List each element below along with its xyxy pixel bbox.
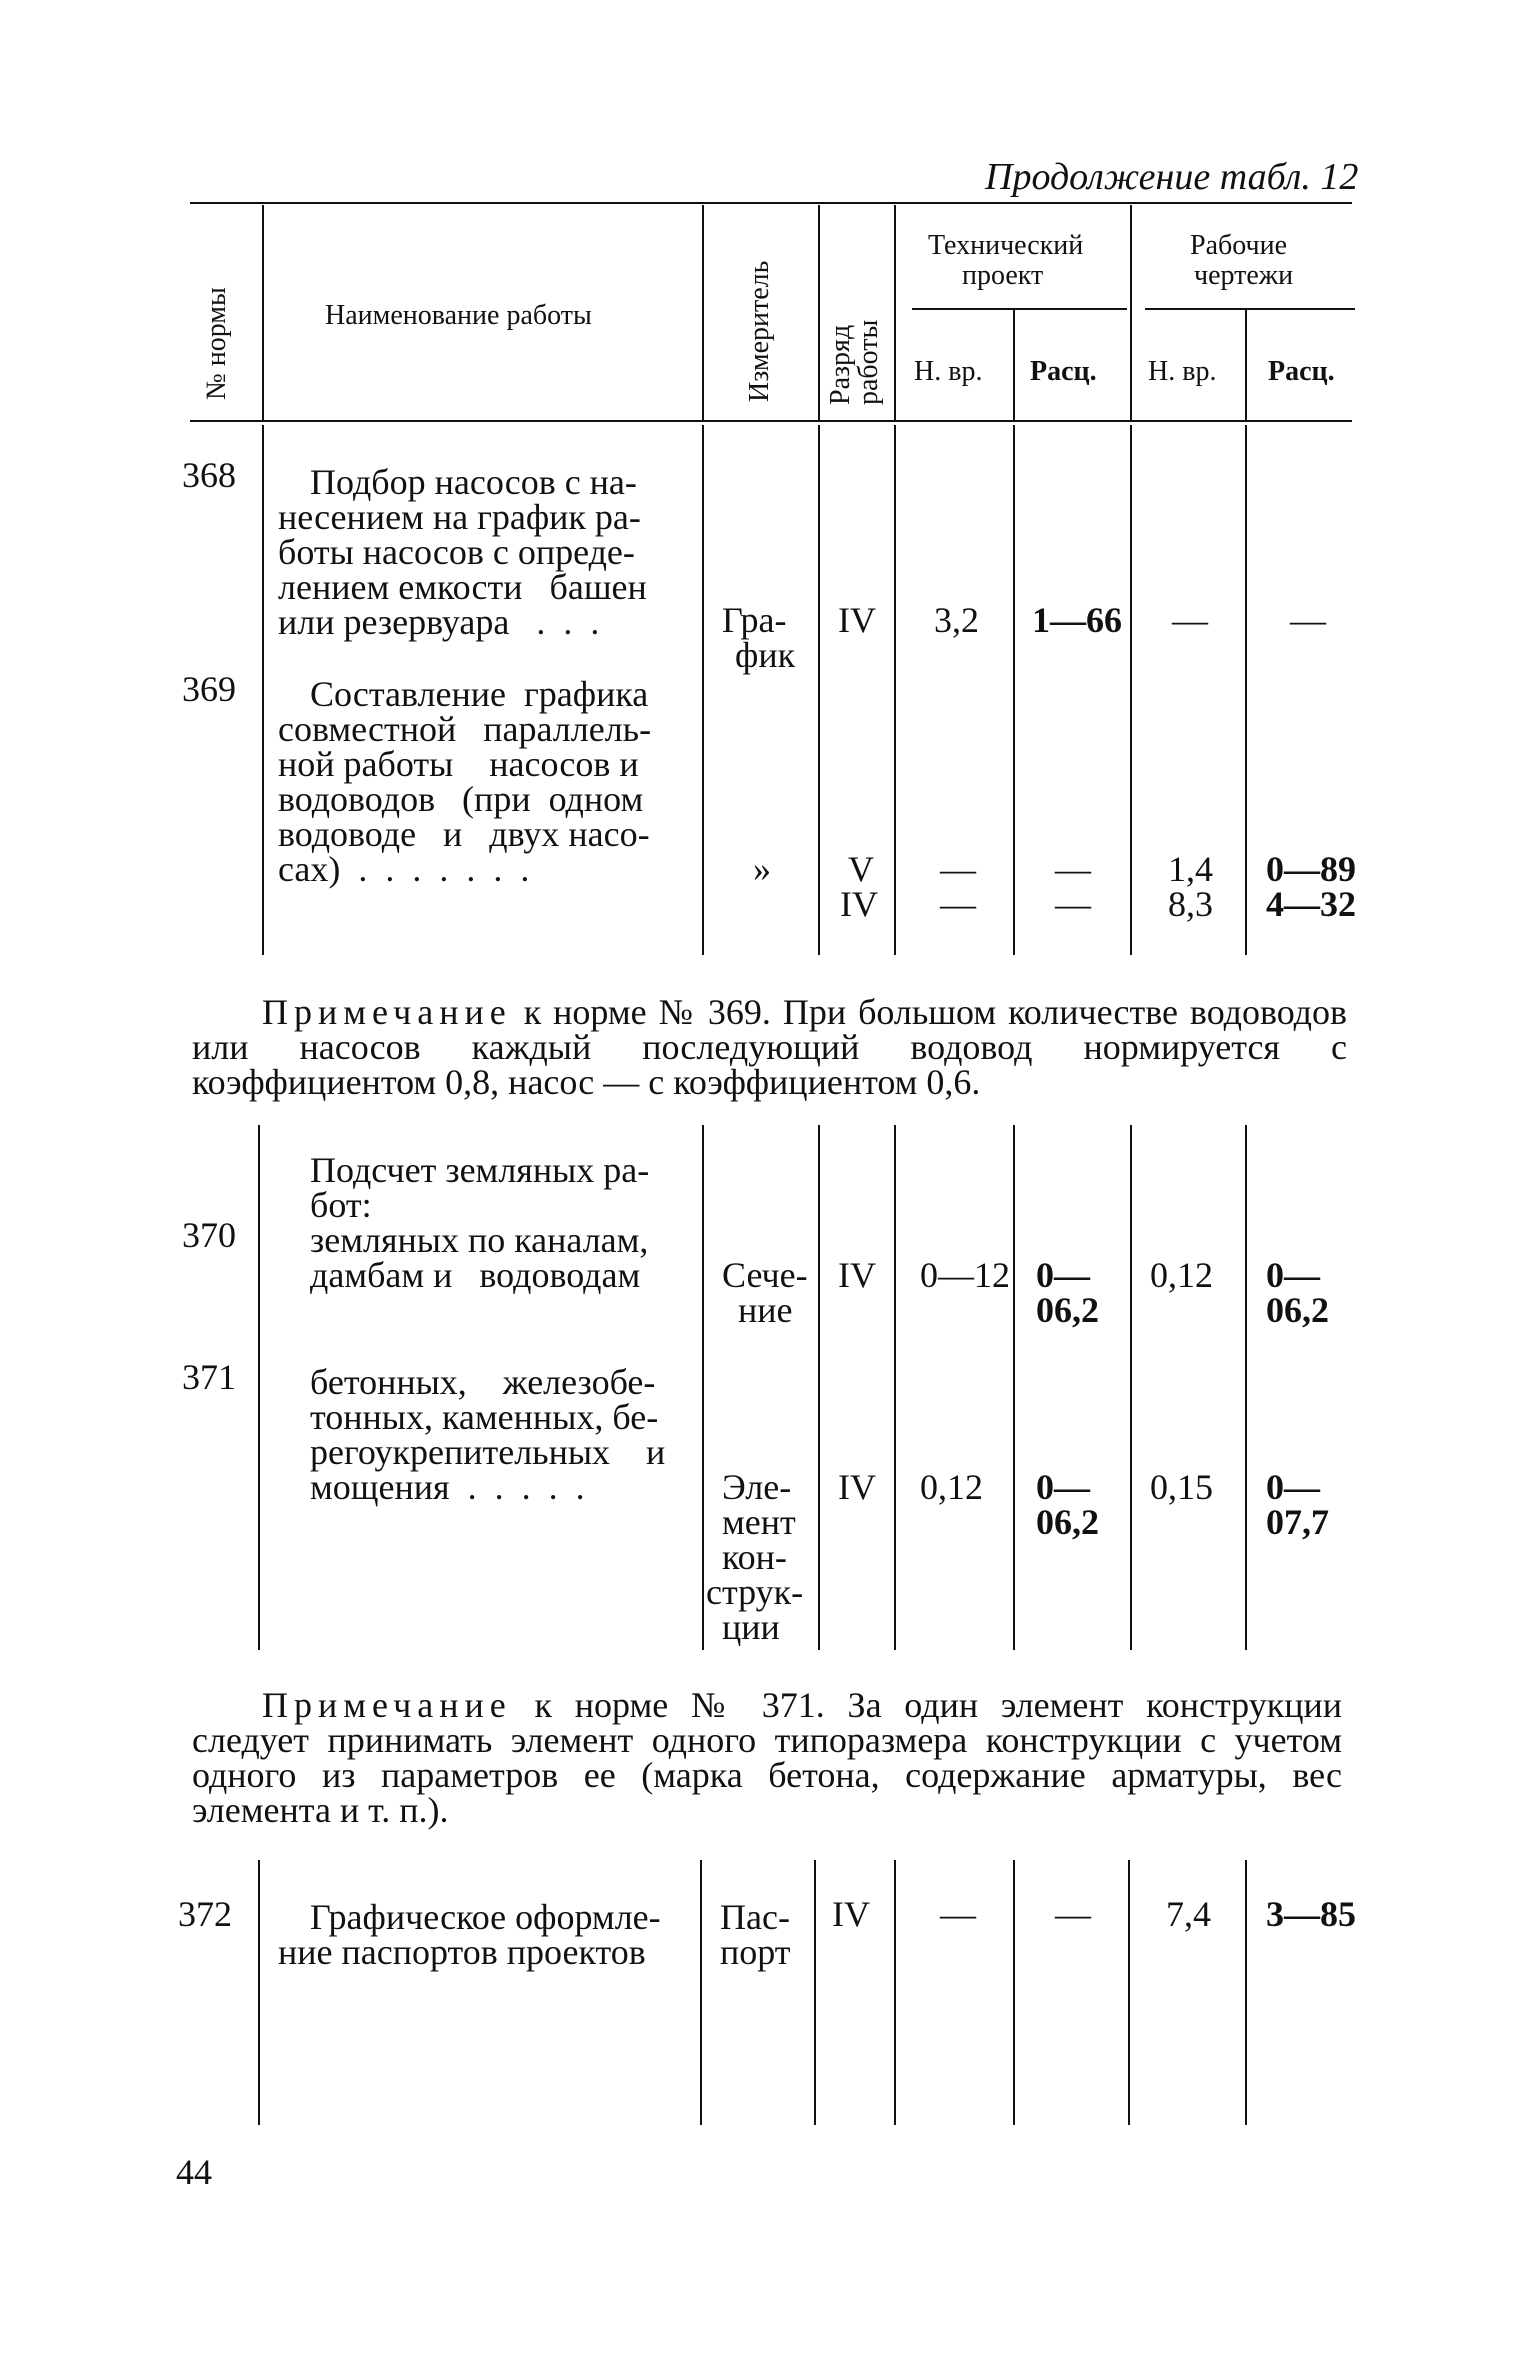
work-name-371-line4: мощения . . . . . — [310, 1467, 585, 1507]
header-work-rasc: Расц. — [1268, 356, 1335, 387]
work-name-369-line: водоводов (при одном — [278, 779, 644, 819]
block1-vline-2 — [702, 425, 704, 955]
block2-vline-4 — [894, 1125, 896, 1650]
work-nvr-372: 7,4 — [1166, 1894, 1211, 1934]
block2-vline-1 — [258, 1125, 260, 1650]
note-371 — [192, 1685, 1342, 1830]
meter-370-line1: Сече- — [722, 1255, 808, 1295]
work-nvr-368: — — [1172, 600, 1208, 640]
work-nvr-370: 0,12 — [1150, 1255, 1213, 1295]
header-top-rule — [190, 202, 1352, 204]
meter-370-line2: ние — [738, 1290, 793, 1330]
header-vline-2 — [702, 205, 704, 420]
header-tech-nvr: Н. вр. — [914, 356, 983, 387]
tech-rasc-372: — — [1055, 1894, 1091, 1934]
work-rasc-371-line2: 07,7 — [1266, 1502, 1329, 1542]
tech-rasc-370-line1: 0— — [1036, 1255, 1090, 1295]
block3-vline-3 — [814, 1860, 816, 2125]
work-name-368-line: лением емкости башен — [278, 567, 647, 607]
block3-vline-5 — [1013, 1860, 1015, 2125]
grade-369-a: V — [848, 849, 874, 889]
work-name-368-line: или резервуара . . . — [278, 602, 600, 642]
grade-369-b: IV — [840, 884, 878, 924]
meter-371-line1: Эле- — [722, 1467, 792, 1507]
block2-vline-7 — [1245, 1125, 1247, 1650]
block2-vline-3 — [818, 1125, 820, 1650]
work-nvr-369-b: 8,3 — [1168, 884, 1213, 924]
page-number: 44 — [176, 2152, 212, 2192]
meter-368-line1: Гра- — [722, 600, 787, 640]
block1-vline-7 — [1245, 425, 1247, 955]
work-nvr-369-a: 1,4 — [1168, 849, 1213, 889]
work-rasc-369-a: 0—89 — [1266, 849, 1356, 889]
work-title-370-371-line2: бот: — [310, 1185, 372, 1225]
work-rasc-372: 3—85 — [1266, 1894, 1356, 1934]
grade-368: IV — [838, 600, 876, 640]
work-name-369-line: Составление графика — [310, 674, 649, 714]
header-work-line1: Рабочие — [1190, 230, 1288, 261]
work-rasc-371-line1: 0— — [1266, 1467, 1320, 1507]
block1-vline-6 — [1130, 425, 1132, 955]
tech-nvr-371: 0,12 — [920, 1467, 983, 1507]
work-name-369-line: водоводе и двух насо- — [278, 814, 650, 854]
block2-vline-2 — [702, 1125, 704, 1650]
header-grade-line2: работы — [853, 319, 884, 405]
block1-vline-4 — [894, 425, 896, 955]
work-name-368-line: боты насосов с опреде- — [278, 532, 635, 572]
header-vline-4 — [894, 205, 896, 420]
header-tech-rasc: Расц. — [1030, 356, 1097, 387]
meter-372-line2: порт — [720, 1932, 791, 1972]
tech-subheader-rule — [912, 308, 1127, 310]
header-vline-7 — [1245, 310, 1247, 420]
work-name-369-line: ной работы насосов и — [278, 744, 639, 784]
block2-vline-6 — [1130, 1125, 1132, 1650]
header-meter: Измеритель — [744, 260, 775, 402]
tech-nvr-370: 0—12 — [920, 1255, 1010, 1295]
note-369-lead: Примечание — [262, 992, 512, 1032]
grade-370: IV — [838, 1255, 876, 1295]
block3-vline-4 — [894, 1860, 896, 2125]
tech-nvr-368: 3,2 — [934, 600, 979, 640]
block3-vline-2 — [700, 1860, 702, 2125]
block3-vline-1 — [258, 1860, 260, 2125]
norm-number-370: 370 — [182, 1215, 236, 1255]
tech-rasc-371-line1: 0— — [1036, 1467, 1090, 1507]
meter-372-line1: Пас- — [720, 1897, 790, 1937]
work-name-369-line: сах) . . . . . . . — [278, 849, 530, 889]
norm-number-372: 372 — [178, 1894, 232, 1934]
header-tech-line2: проект — [962, 260, 1044, 291]
note-369-text: к норме № 369. При большом количестве водоводов или насосов каждый последующий водовод нормируется с коэффициентом 0,8, насос — с коэффициентом 0,6. — [192, 992, 1347, 1102]
tech-rasc-368: 1—66 — [1032, 600, 1122, 640]
work-title-370-371-line1: Подсчет земляных ра- — [310, 1150, 650, 1190]
block1-vline-1 — [262, 425, 264, 955]
work-rasc-369-b: 4—32 — [1266, 884, 1356, 924]
tech-rasc-369-a: — — [1055, 849, 1091, 889]
meter-371-line5: ции — [722, 1607, 780, 1647]
work-subheader-rule — [1145, 308, 1355, 310]
header-work-line2: чертежи — [1194, 260, 1294, 291]
work-name-371-line2: тонных, каменных, бе- — [310, 1397, 659, 1437]
tech-nvr-369-b: — — [940, 884, 976, 924]
work-name-372-line2: ние паспортов проектов — [278, 1932, 646, 1972]
work-name-371-line3: регоукрепительных и — [310, 1432, 666, 1472]
header-norm-number: № нормы — [201, 287, 232, 400]
header-bottom-rule — [190, 420, 1352, 422]
meter-368-line2: фик — [735, 635, 796, 675]
header-vline-1 — [262, 205, 264, 420]
header-grade-line1: Разряд — [825, 324, 856, 405]
block3-vline-6 — [1128, 1860, 1130, 2125]
work-name-370-line1: земляных по каналам, — [310, 1220, 649, 1260]
header-work-name: Наименование работы — [325, 300, 592, 331]
block3-vline-7 — [1245, 1860, 1247, 2125]
tech-rasc-371-line2: 06,2 — [1036, 1502, 1099, 1542]
grade-371: IV — [838, 1467, 876, 1507]
meter-369: » — [753, 849, 771, 889]
norm-number-368: 368 — [182, 455, 236, 495]
note-369 — [192, 992, 1347, 1102]
work-name-371-line1: бетонных, железобе- — [310, 1362, 656, 1402]
note-371-lead: Примечание — [262, 1685, 512, 1725]
meter-371-line2: мент — [722, 1502, 796, 1542]
tech-nvr-369-a: — — [940, 849, 976, 889]
work-rasc-370-line1: 0— — [1266, 1255, 1320, 1295]
work-name-369-line: совместной параллель- — [278, 709, 652, 749]
note-371-text: к норме № 371. За один элемент конструкции следует принимать элемент одного типоразмера конструкции с учетом одного из параметров ее (марка бетона, содержание арматуры, вес элемента и т. п.). — [192, 1685, 1342, 1830]
header-vline-6 — [1130, 205, 1132, 420]
block2-vline-5 — [1013, 1125, 1015, 1650]
meter-371-line3: кон- — [722, 1537, 787, 1577]
header-work-nvr: Н. вр. — [1148, 356, 1217, 387]
work-name-368-line: Подбор насосов с на- — [310, 462, 637, 502]
norm-number-371: 371 — [182, 1357, 236, 1397]
block1-vline-5 — [1013, 425, 1015, 955]
header-vline-5 — [1013, 310, 1015, 420]
norm-number-369: 369 — [182, 669, 236, 709]
table-continuation-caption: Продолжение табл. 12 — [985, 156, 1359, 198]
work-name-370-line2: дамбам и водоводам — [310, 1255, 641, 1295]
header-tech-line1: Технический — [928, 230, 1084, 261]
work-rasc-370-line2: 06,2 — [1266, 1290, 1329, 1330]
header-vline-3 — [818, 205, 820, 420]
tech-rasc-369-b: — — [1055, 884, 1091, 924]
grade-372: IV — [832, 1894, 870, 1934]
tech-nvr-372: — — [940, 1894, 976, 1934]
work-rasc-368: — — [1290, 600, 1326, 640]
work-nvr-371: 0,15 — [1150, 1467, 1213, 1507]
tech-rasc-370-line2: 06,2 — [1036, 1290, 1099, 1330]
work-name-368-line: несением на график ра- — [278, 497, 641, 537]
meter-371-line4: струк- — [706, 1572, 804, 1612]
block1-vline-3 — [818, 425, 820, 955]
work-name-372-line1: Графическое оформле- — [310, 1897, 661, 1937]
